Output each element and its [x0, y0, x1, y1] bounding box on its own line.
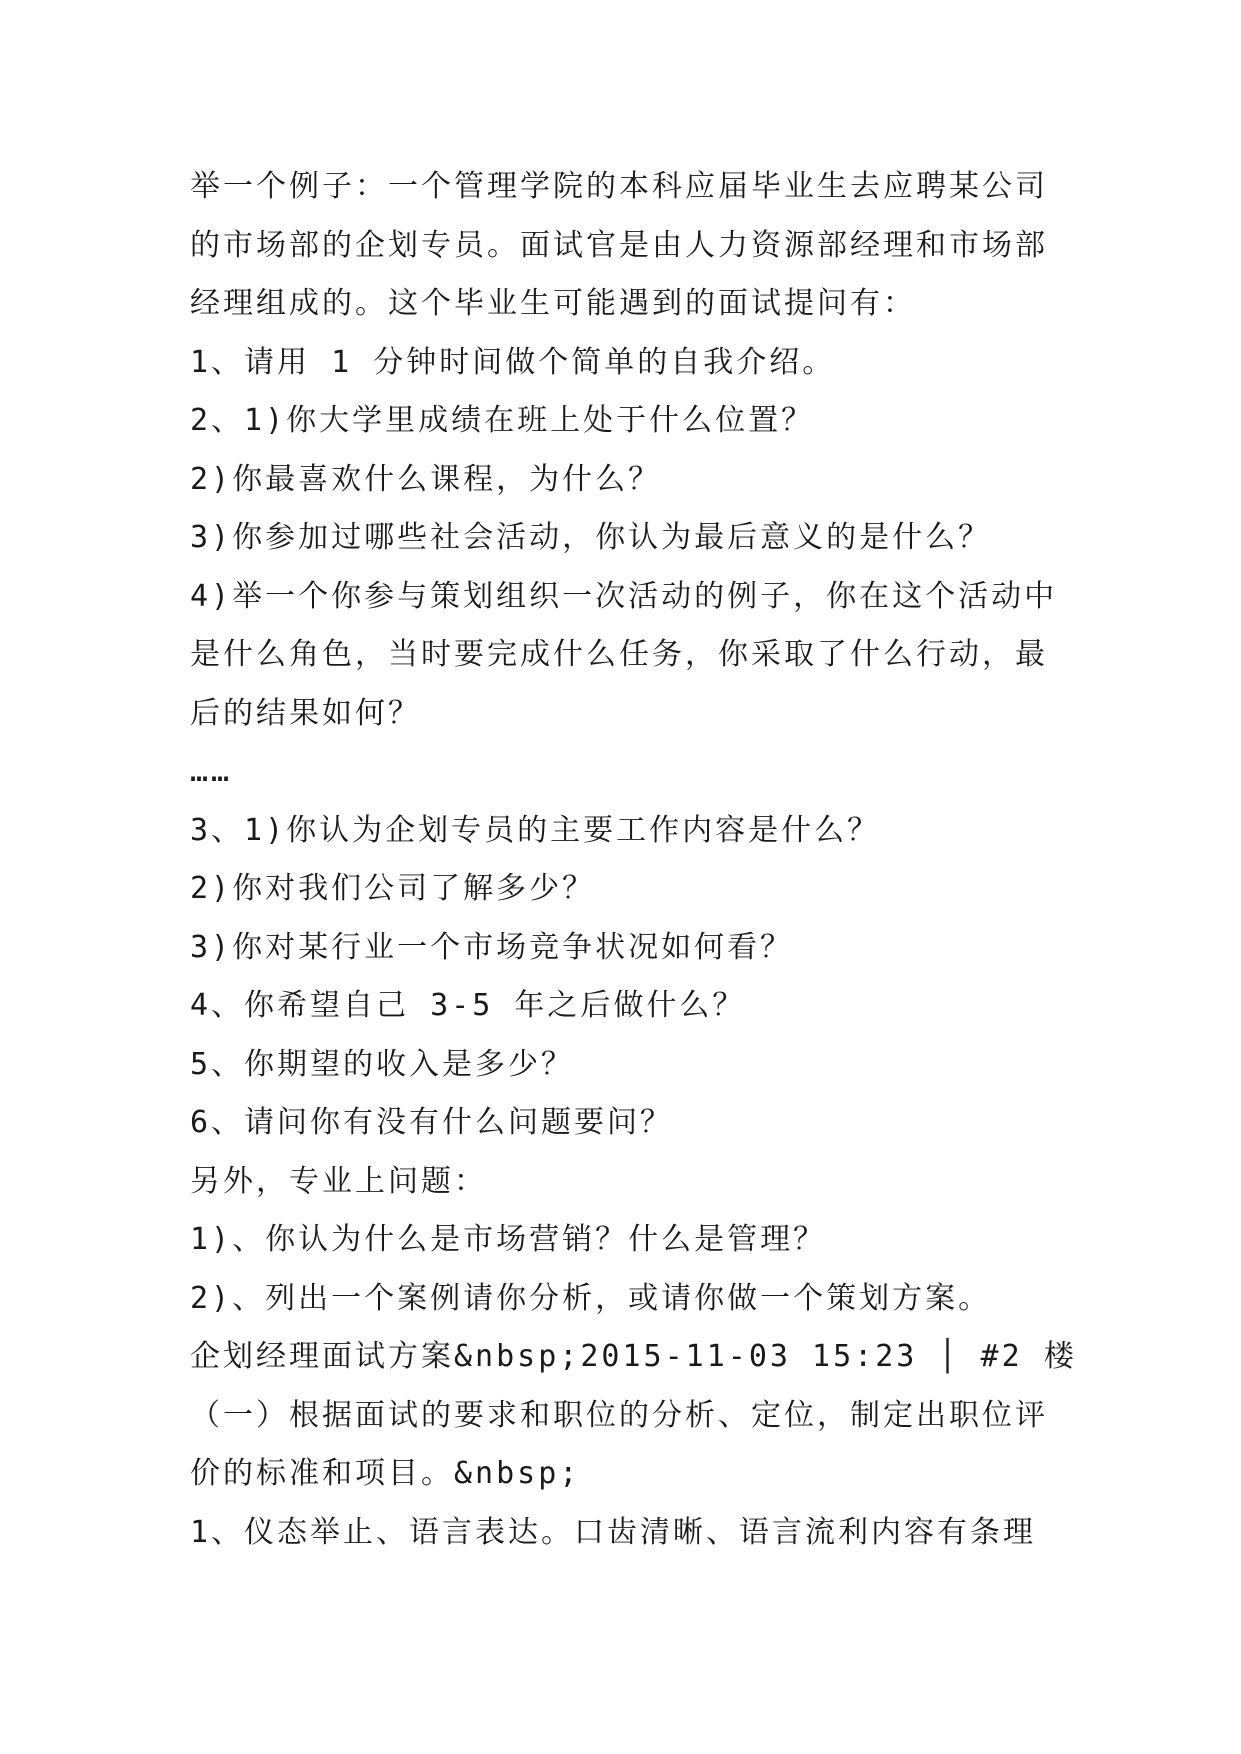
question-item: 1)、你认为什么是市场营销？什么是管理？ [190, 1222, 827, 1257]
section-heading: 另外，专业上问题： [190, 1163, 487, 1199]
post-header: 企划经理面试方案&nbsp;2015-11-03 15:23 │ #2 楼 [190, 1339, 1077, 1374]
question-item: 2)、列出一个案例请你分析，或请你做一个策划方案。 [190, 1280, 992, 1316]
question-item: 4、你希望自己 3-5 年之后做什么？ [190, 988, 746, 1023]
question-item: 3)你对某行业一个市场竞争状况如何看？ [190, 929, 794, 965]
paragraph-line: 价的标准和项目。&nbsp; [190, 1456, 581, 1491]
paragraph-line: 1、仪态举止、语言表达。口齿清晰、语言流利内容有条理 [190, 1514, 1037, 1550]
question-item: 2)你最喜欢什么课程，为什么？ [190, 461, 662, 497]
question-item: 1、请用 1 分钟时间做个简单的自我介绍。 [190, 344, 836, 380]
question-item: 4)举一个你参与策划组织一次活动的例子，你在这个活动中 [190, 578, 1058, 614]
paragraph-line: 举一个例子：一个管理学院的本科应届毕业生去应聘某公司 [190, 169, 1048, 204]
question-item: 是什么角色，当时要完成什么任务，你采取了什么行动，最 [190, 637, 1048, 672]
paragraph-line: （一）根据面试的要求和职位的分析、定位，制定出职位评 [190, 1397, 1048, 1433]
paragraph-line: 经理组成的。这个毕业生可能遇到的面试提问有： [190, 286, 916, 321]
question-item: 后的结果如何？ [190, 695, 421, 731]
question-item: 2、1)你大学里成绩在班上处于什么位置？ [190, 403, 815, 438]
question-item: 2)你对我们公司了解多少？ [190, 871, 596, 906]
question-item: 3)你参加过哪些社会活动，你认为最后意义的是什么？ [190, 520, 992, 555]
question-item: 3、1)你认为企划专员的主要工作内容是什么？ [190, 812, 881, 848]
question-item: 6、请问你有没有什么问题要问？ [190, 1105, 674, 1140]
document-body [190, 158, 1077, 1562]
question-item: 5、你期望的收入是多少？ [190, 1046, 575, 1082]
paragraph-line: 的市场部的企划专员。面试官是由人力资源部经理和市场部 [190, 227, 1048, 263]
ellipsis: …… [190, 754, 233, 789]
